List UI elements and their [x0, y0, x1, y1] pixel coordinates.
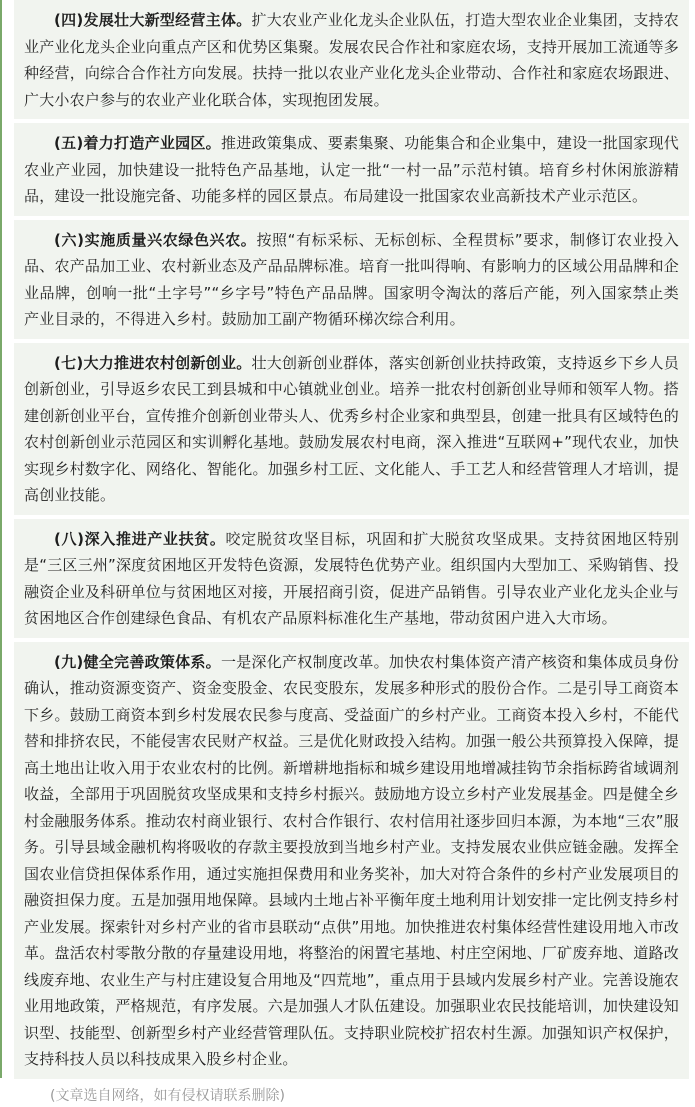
- section-paragraph: [24, 526, 679, 632]
- section-heading: (四)发展壮大新型经营主体。: [54, 11, 252, 29]
- section-6: [14, 220, 689, 343]
- section-heading: (八)深入推进产业扶贫。: [54, 529, 226, 548]
- section-body: 按照“有标采标、无标创标、全程贯标”要求，制修订农业投入品、农产品加工业、农村新业态及产品品牌标准。培育一批叫得响、有影响力的区域公用品牌和企业品牌，创响一批“土字号”“乡字号”特色产品品牌。国家明令淘汰的落后产能，列入国家禁止类产业目录的，不得进入乡村。鼓励加工副产物循环梯次综合利用。: [24, 230, 679, 328]
- section-paragraph: [24, 227, 679, 333]
- section-4: [14, 0, 689, 123]
- section-heading: (七)大力推进农村创新创业。: [54, 353, 252, 372]
- section-paragraph: [24, 350, 679, 509]
- section-heading: (五)着力打造产业园区。: [54, 134, 221, 152]
- section-body: 一是深化产权制度改革。加快农村集体资产清产核资和集体成员身份确认，推动资源变资产、资金变股金、农民变股东，发展多种形式的股份合作。二是引导工商资本下乡。鼓励工商资本到乡村发展农民参与度高、受益面广的乡村产业。工商资本投入乡村，不能代替和排挤农民，不能侵害农民财产权益。三是优化财政投入结构。加强一般公共预算投入保障，提高土地出让收入用于农业农村的比例。新增耕地指标和城乡建设用地增减挂钩节余指标跨省域调剂收益，全部用于巩固脱贫攻坚成果和支持乡村振兴。鼓励地方设立乡村产业发展基金。四是健全乡村金融服务体系。推动农村商业银行、农村合作银行、农村信用社逐步回归本源，为本地“三农”服务。引导县域金融机构将吸收的存款主要投放到当地乡村产业。支持发展农业供应链金融。发挥全国农业信贷担保体系作用，通过实施担保费用和业务奖补，加大对符合条件的乡村产业发展项目的融资担保力度。五是加强用地保障。县域内土地占补平衡年度土地利用计划安排一定比例支持乡村产业发展。探索针对乡村产业的省市县联动“点供”用地。加快推进农村集体经营性建设用地入市改革。盘活农村零散分散的存量建设用地，将整治的闲置宅基地、村庄空闲地、厂矿废弃地、道路改线废弃地、农业生产与村庄建设复合用地及“四荒地”，重点用于县域内发展乡村产业。完善设施农业用地政策，严格规范，有序发展。六是加强人才队伍建设。加强职业农民技能培训，加快建设知识型、技能型、创新型乡村产业经营管理队伍。支持职业院校扩招农村生源。加强知识产权保护，支持科技人员以科技成果入股乡村企业。: [24, 652, 679, 1068]
- section-7: [14, 343, 689, 519]
- section-heading: (六)实施质量兴农绿色兴农。: [54, 230, 257, 249]
- section-5: [14, 123, 689, 220]
- source-note: (文章选自网络，如有侵权请联系删除): [50, 1087, 285, 1104]
- section-body: 咬定脱贫攻坚目标，巩固和扩大脱贫攻坚成果。支持贫困地区特别是“三区三州”深度贫困地区开发特色资源，发展特色优势产业。组织国内大型加工、采购销售、投融资企业及科研单位与贫困地区对接，开展招商引资，促进产品销售。引导农业产业化龙头企业与贫困地区合作创建绿色食品、有机农产品原料标准化生产基地，带动贫困户进入大市场。: [24, 529, 679, 627]
- section-paragraph: [24, 130, 679, 210]
- section-8: [14, 519, 689, 642]
- section-body: 壮大创新创业群体，落实创新创业扶持政策，支持返乡下乡人员创新创业，引导返乡农民工到县城和中心镇就业创业。培养一批农村创新创业导师和领军人物。搭建创新创业平台，宣传推介创新创业带头人、优秀乡村企业家和典型县，创建一批具有区域特色的农村创新创业示范园区和实训孵化基地。鼓励发展农村电商，深入推进“互联网+”现代农业，加快实现乡村数字化、网络化、智能化。加强乡村工匠、文化能人、手工艺人和经营管理人才培训，提高创业技能。: [24, 353, 679, 504]
- section-paragraph: [24, 649, 679, 1073]
- section-body: 扩大农业产业化龙头企业队伍，打造大型农业企业集团，支持农业产业化龙头企业向重点产区和优势区集聚。发展农民合作社和家庭农场，支持开展加工流通等多种经营，向综合合作社方向发展。扶持一批以农业产业化龙头企业带动、合作社和家庭农场跟进、广大小农户参与的农业产业化联合体，实现抱团发展。: [24, 11, 679, 109]
- section-9: [14, 642, 689, 1083]
- section-body: 推进政策集成、要素集聚、功能集合和企业集中，建设一批国家现代农业产业园，加快建设一批特色产品基地，认定一批“一村一品”示范村镇。培育乡村休闲旅游精品，建设一批设施完备、功能多样的园区景点。布局建设一批国家农业高新技术产业示范区。: [24, 134, 679, 205]
- section-paragraph: [24, 7, 679, 113]
- section-heading: (九)健全完善政策体系。: [54, 652, 221, 671]
